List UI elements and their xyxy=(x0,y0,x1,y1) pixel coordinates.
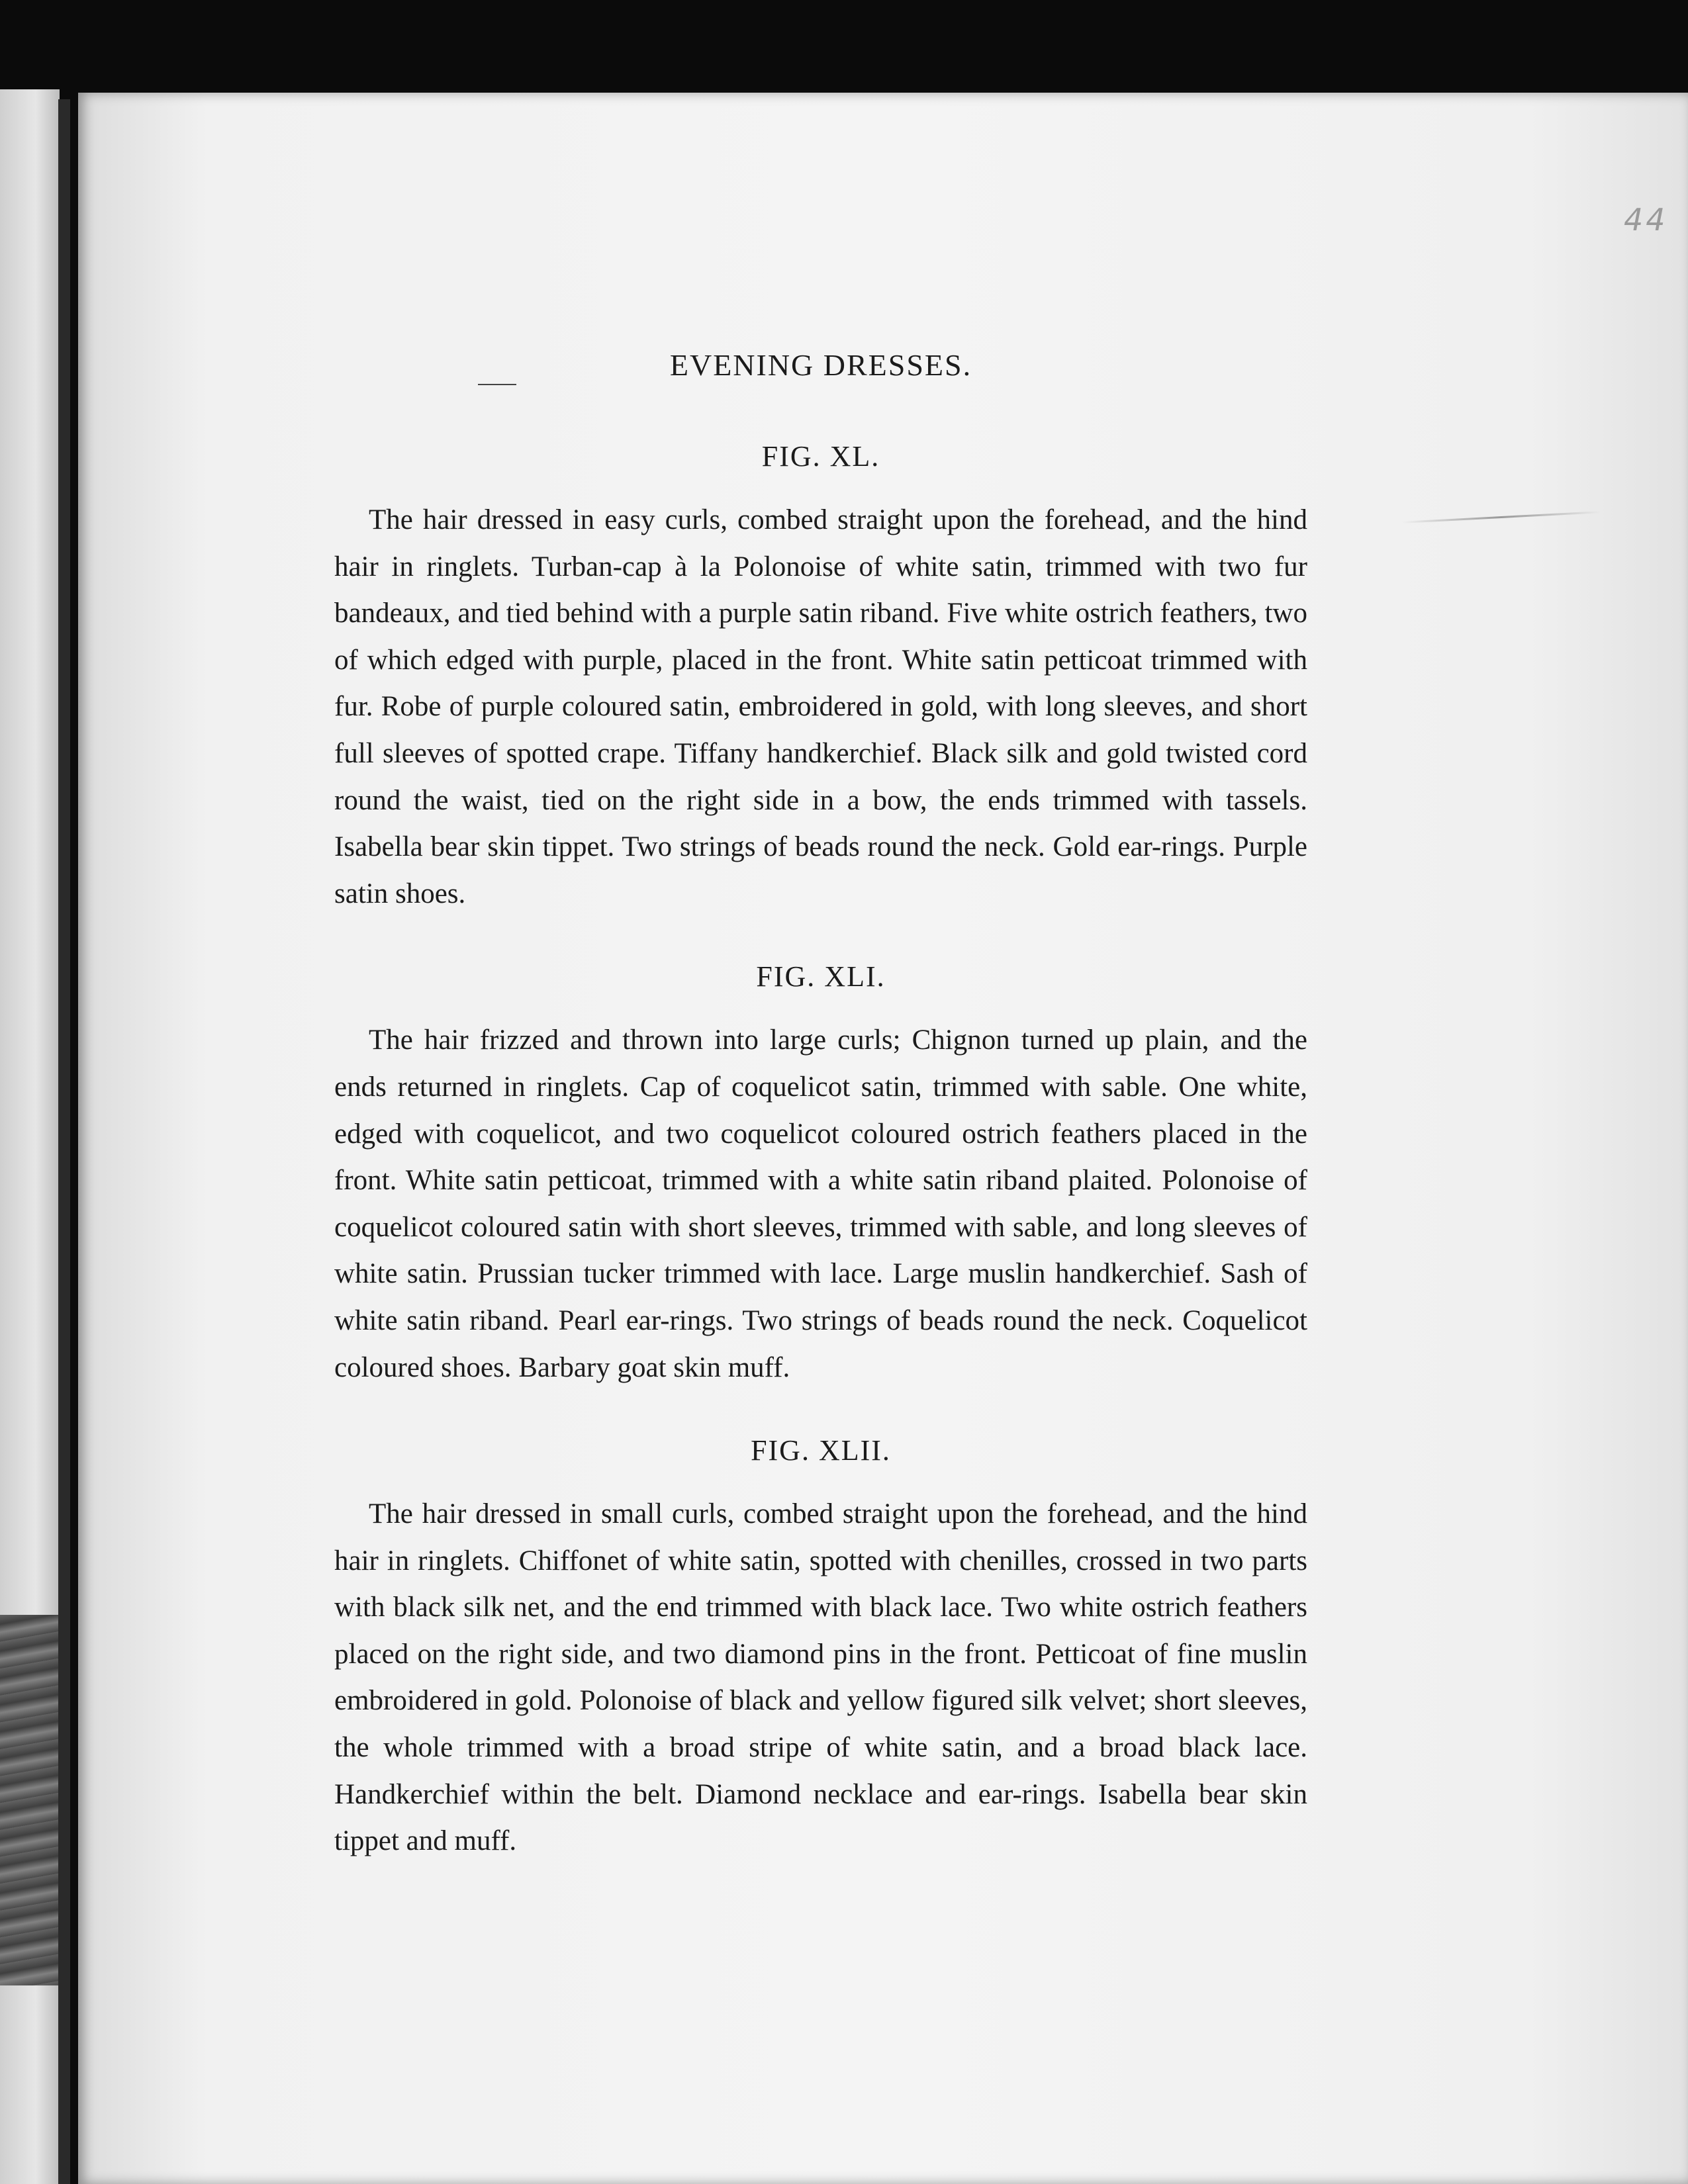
figure-description-xlii: The hair dressed in small curls, combed straight upon the forehead, and the hind hair in ringlets. Chiffonet of white satin, spotted with chenilles, crossed in two parts with black silk net, and the end trimmed with black lace. Two white ostrich feathers placed on the right side, and two diamond pins in the front. Petticoat of fine muslin embroidered in gold. Polonoise of black and yellow figured silk velvet; short sleeves, the whole trimmed with a broad stripe of white satin, and a broad black lace. Handkerchief within the belt. Diamond necklace and ear-rings. Isabella bear skin tippet and muff. xyxy=(334,1498,1307,1857)
page-heading: EVENING DRESSES. xyxy=(669,348,972,382)
figure-heading-xl: FIG. XL. xyxy=(761,440,880,473)
figure-heading-xli: FIG. XLI. xyxy=(756,960,886,993)
figure-description-xli: The hair frizzed and thrown into large curls; Chignon turned up plain, and the ends returned in ringlets. Cap of coquelicot satin, trimmed with sable. One white, edged with coquelicot, and two coquelicot coloured ostrich feathers placed in the front. White satin petticoat, trimmed with a white satin riband plaited. Polonoise of coquelicot coloured satin with short sleeves, trimmed with sable, and long sleeves of white satin. Prussian tucker trimmed with lace. Large muslin handkerchief. Sash of white satin riband. Pearl ear-rings. Two strings of beads round the neck. Coquelicot coloured shoes. Barbary goat skin muff. xyxy=(334,1024,1307,1383)
folio-number: 44 xyxy=(1624,202,1668,238)
figure-heading-xlii: FIG. XLII. xyxy=(751,1434,891,1467)
page-crease xyxy=(1402,511,1601,523)
book-gutter xyxy=(58,99,70,2184)
text-block xyxy=(334,334,1307,1865)
figure-description-xl: The hair dressed in easy curls, combed straight upon the forehead, and the hind hair in ringlets. Turban-cap à la Polonoise of white satin, trimmed with two fur bandeaux, and tied behind with a purple satin riband. Five white ostrich feathers, two of which edged with purple, placed in the front. White satin petticoat trimmed with fur. Robe of purple coloured satin, embroidered in gold, with long sleeves, and short full sleeves of spotted crape. Tiffany handkerchief. Black silk and gold twisted cord round the waist, tied on the right side in a bow, the ends trimmed with tassels. Isabella bear skin tippet. Two strings of beads round the neck. Gold ear-rings. Purple satin shoes. xyxy=(334,504,1307,909)
previous-page-illustration xyxy=(0,1615,60,1985)
